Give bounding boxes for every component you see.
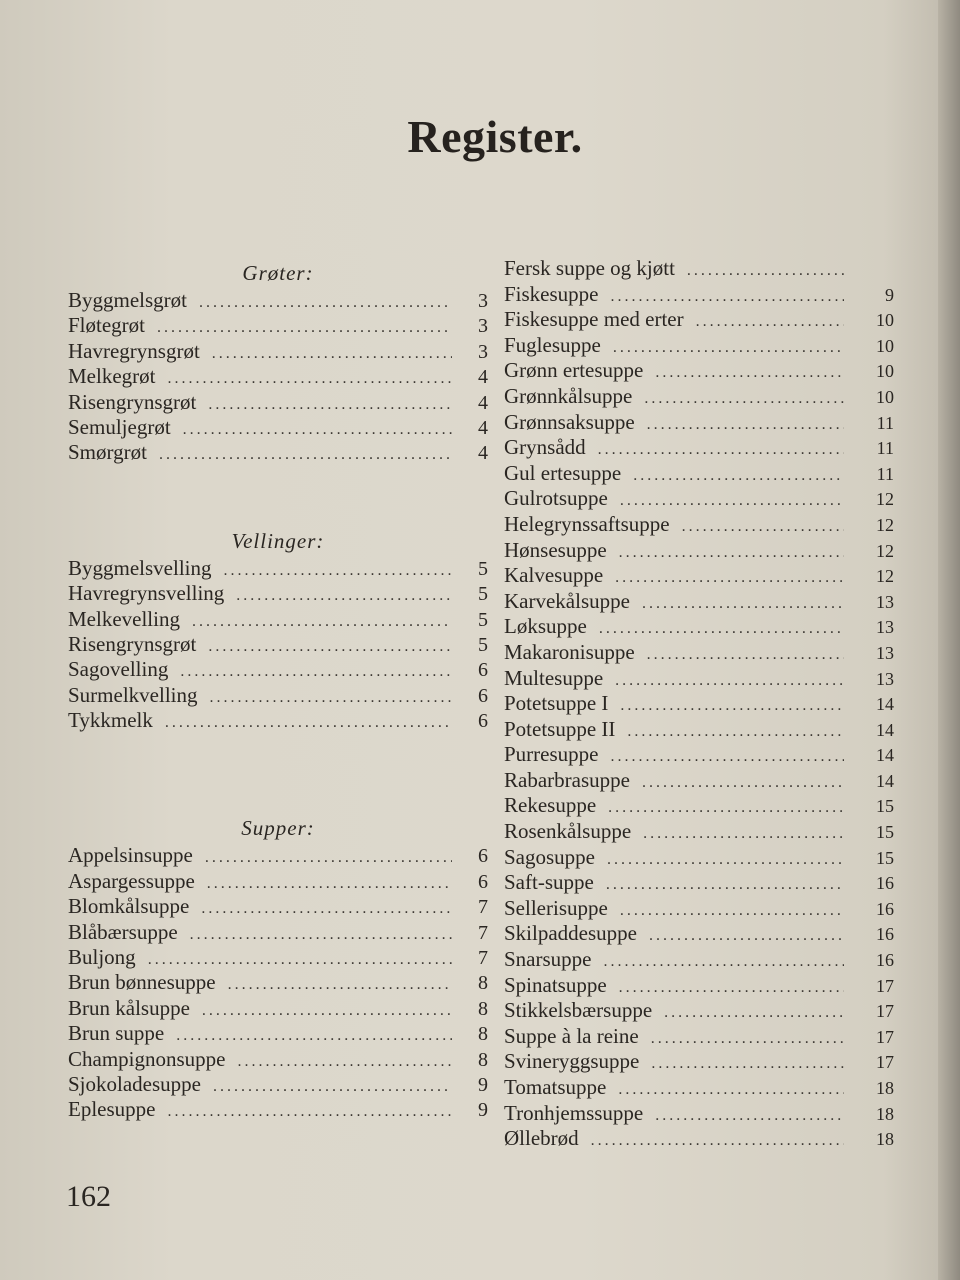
dot-leader: [180, 659, 452, 684]
index-entry: [504, 614, 894, 640]
index-entry: [504, 384, 894, 410]
entry-name: Champignonsuppe: [68, 1046, 226, 1071]
dot-leader: [190, 922, 452, 947]
entry-name: Fuglesuppe: [504, 332, 601, 357]
entry-page-number: 8: [478, 997, 488, 1020]
entry-page-number: 18: [876, 1078, 894, 1098]
entry-page-number: 10: [876, 335, 894, 356]
dot-leader: [647, 642, 844, 668]
entry-name: Tronhjemssuppe: [504, 1100, 644, 1125]
index-entry: [68, 657, 488, 682]
entry-page-number: 13: [876, 642, 894, 663]
entry-page-number: 14: [876, 694, 894, 715]
entry-page-number: 10: [876, 386, 894, 407]
entry-page-number: 16: [876, 924, 894, 945]
index-entry: [504, 307, 894, 333]
index-entry: [68, 708, 488, 733]
index-entry: [504, 896, 894, 922]
entry-name: Risengrynsgrøt: [68, 389, 197, 414]
entry-page-number: 14: [876, 745, 894, 766]
dot-leader: [620, 898, 844, 924]
dot-leader: [610, 744, 844, 770]
entry-name: Spinatsuppe: [504, 972, 607, 997]
index-entry: [504, 563, 894, 589]
dot-leader: [649, 923, 844, 949]
entry-name: Buljong: [68, 945, 136, 970]
entry-name: Makaronisuppe: [504, 639, 635, 664]
index-entry: [68, 288, 488, 313]
dot-leader: [664, 1000, 844, 1026]
dot-leader: [642, 770, 844, 796]
entry-page-number: 12: [876, 540, 894, 561]
page-number: 162: [66, 1180, 111, 1213]
index-entry: [504, 461, 894, 487]
index-entry: [68, 581, 488, 606]
index-entry: [68, 632, 488, 657]
entry-name: Løksuppe: [504, 614, 587, 639]
entry-name: Karvekålsuppe: [504, 588, 630, 613]
dot-leader: [642, 591, 844, 617]
entry-name: Gul ertesuppe: [504, 460, 622, 485]
dot-leader: [207, 871, 452, 896]
index-entry: [68, 869, 488, 894]
entry-name: Rosenkålsuppe: [504, 819, 632, 844]
entry-page-number: 3: [478, 315, 488, 338]
entry-name: Melkevelling: [68, 606, 180, 631]
entry-name: Grynsådd: [504, 435, 586, 460]
entry-name: Blomkålsuppe: [68, 894, 190, 919]
index-entry: [68, 894, 488, 919]
section-supper-continued: [504, 256, 894, 1152]
index-entry: [504, 691, 894, 717]
section-supper: [68, 843, 488, 1122]
entry-name: Rabarbrasuppe: [504, 767, 630, 792]
index-entry: [504, 256, 894, 282]
left-column: [68, 258, 488, 1123]
entry-name: Appelsinsuppe: [68, 843, 193, 868]
entry-name: Blåbærsuppe: [68, 919, 178, 944]
dot-leader: [687, 258, 844, 284]
entry-name: Havregrynsgrøt: [68, 338, 200, 363]
entry-name: Sagosuppe: [504, 844, 595, 869]
entry-page-number: 16: [876, 898, 894, 919]
entry-page-number: 6: [478, 845, 488, 868]
index-entry: [504, 589, 894, 615]
entry-page-number: 7: [478, 921, 488, 944]
dot-leader: [651, 1051, 844, 1077]
section-heading-supper: Supper:: [241, 816, 315, 841]
index-entry: [68, 556, 488, 581]
index-entry: [504, 410, 894, 436]
entry-page-number: 8: [478, 972, 488, 995]
dot-leader: [608, 795, 844, 821]
entry-page-number: 10: [876, 310, 894, 331]
entry-name: Skilpaddesuppe: [504, 921, 637, 946]
entry-name: Smørgrøt: [68, 440, 147, 465]
entry-name: Snarsuppe: [504, 947, 592, 972]
entry-name: Tykkmelk: [68, 708, 153, 733]
entry-name: Aspargessuppe: [68, 868, 195, 893]
entry-page-number: 14: [876, 719, 894, 740]
dot-leader: [613, 335, 844, 361]
right-column: [504, 256, 894, 1152]
dot-leader: [620, 488, 844, 514]
index-entry: [504, 538, 894, 564]
entry-name: Fiskesuppe: [504, 281, 599, 306]
dot-leader: [615, 565, 844, 591]
dot-leader: [192, 609, 452, 634]
index-entry: [504, 768, 894, 794]
entry-page-number: 3: [478, 340, 488, 363]
entry-name: Purresuppe: [504, 742, 599, 767]
entry-page-number: 18: [876, 1103, 894, 1124]
index-entry: [504, 1049, 894, 1075]
dot-leader: [176, 1023, 452, 1048]
index-entry: [504, 717, 894, 743]
entry-page-number: 15: [876, 847, 894, 868]
dot-leader: [599, 616, 844, 642]
dot-leader: [615, 668, 844, 694]
entry-page-number: 6: [478, 710, 488, 733]
entry-name: Kalvesuppe: [504, 563, 604, 588]
index-entry: [68, 390, 488, 415]
dot-leader: [618, 1077, 844, 1103]
section-vellinger: [68, 556, 488, 734]
section-heading-vellinger: Vellinger:: [231, 528, 325, 553]
index-entry: [504, 793, 894, 819]
section-gap: [68, 733, 488, 813]
index-entry: [504, 666, 894, 692]
index-entry: [504, 845, 894, 871]
dot-leader: [159, 442, 452, 467]
entry-page-number: 11: [876, 412, 894, 433]
index-entry: [504, 870, 894, 896]
entry-page-number: 13: [876, 617, 894, 638]
dot-leader: [611, 284, 845, 310]
entry-name: Fersk suppe og kjøtt: [504, 256, 675, 280]
index-entry: [504, 640, 894, 666]
index-entry: [68, 1047, 488, 1072]
entry-page-number: 17: [876, 975, 894, 996]
index-entry: [68, 364, 488, 389]
entry-name: Øllebrød: [504, 1126, 579, 1151]
index-entry: [68, 313, 488, 338]
dot-leader: [238, 1049, 453, 1074]
dot-leader: [682, 514, 844, 540]
entry-page-number: 4: [478, 416, 488, 439]
entry-page-number: 12: [876, 514, 894, 535]
dot-leader: [199, 290, 452, 315]
dot-leader: [643, 821, 844, 847]
entry-page-number: 5: [478, 583, 488, 606]
entry-name: Grønn ertesuppe: [504, 358, 644, 383]
section-groter: [68, 288, 488, 466]
index-entry: [68, 920, 488, 945]
entry-name: Potetsuppe II: [504, 716, 616, 741]
dot-leader: [604, 949, 845, 975]
index-entry: [504, 921, 894, 947]
dot-leader: [619, 975, 844, 1001]
entry-name: Hønsesuppe: [504, 537, 607, 562]
index-entry: [504, 947, 894, 973]
dot-leader: [591, 1128, 844, 1154]
dot-leader: [619, 540, 844, 566]
dot-leader: [208, 392, 452, 417]
dot-leader: [165, 710, 452, 735]
entry-page-number: 3: [478, 290, 488, 312]
dot-leader: [655, 1103, 844, 1129]
entry-page-number: 11: [876, 438, 894, 459]
index-entry: [504, 1075, 894, 1101]
dot-leader: [651, 1026, 844, 1052]
dot-leader: [208, 634, 452, 659]
dot-leader: [696, 309, 844, 335]
entry-page-number: 8: [478, 1023, 488, 1046]
index-entry: [504, 282, 894, 308]
dot-leader: [210, 685, 453, 710]
entry-page-number: 16: [876, 950, 894, 971]
index-entry: [68, 945, 488, 970]
dot-leader: [148, 947, 452, 972]
dot-leader: [606, 872, 844, 898]
entry-page-number: 11: [876, 463, 894, 484]
entry-page-number: 16: [876, 873, 894, 894]
dot-leader: [620, 693, 844, 719]
entry-name: Byggmelsgrøt: [68, 288, 187, 312]
dot-leader: [202, 998, 452, 1023]
index-entry: [68, 1072, 488, 1097]
dot-leader: [598, 437, 844, 463]
dot-leader: [224, 558, 453, 583]
entry-page-number: 5: [478, 557, 488, 580]
entry-name: Havregrynsvelling: [68, 581, 225, 606]
dot-leader: [633, 463, 844, 489]
index-entry: [68, 440, 488, 465]
entry-page-number: 12: [876, 489, 894, 510]
entry-page-number: 13: [876, 591, 894, 612]
dot-leader: [205, 845, 452, 870]
entry-page-number: 15: [876, 822, 894, 843]
entry-page-number: 14: [876, 770, 894, 791]
index-entry: [68, 415, 488, 440]
entry-page-number: 17: [876, 1052, 894, 1073]
entry-name: Sagovelling: [68, 657, 169, 682]
entry-page-number: 4: [478, 366, 488, 389]
dot-leader: [212, 341, 452, 366]
entry-page-number: 7: [478, 947, 488, 970]
entry-page-number: 9: [885, 284, 894, 305]
index-entry: [68, 996, 488, 1021]
entry-page-number: 5: [478, 608, 488, 631]
index-entry: [504, 998, 894, 1024]
entry-page-number: 5: [478, 633, 488, 656]
entry-page-number: 6: [478, 870, 488, 893]
index-entry: [504, 1101, 894, 1127]
entry-name: Multesuppe: [504, 665, 604, 690]
index-entry: [504, 358, 894, 384]
entry-name: Tomatsuppe: [504, 1075, 607, 1099]
entry-name: Potetsuppe I: [504, 691, 609, 716]
section-gap: [68, 466, 488, 526]
entry-page-number: 13: [876, 668, 894, 689]
entry-name: Helegrynssaftsuppe: [504, 511, 670, 536]
dot-leader: [644, 386, 844, 412]
dot-leader: [201, 896, 452, 921]
entry-name: Surmelkvelling: [68, 682, 198, 707]
dot-leader: [213, 1074, 452, 1099]
index-entry: [68, 970, 488, 995]
entry-page-number: 4: [478, 442, 488, 465]
entry-name: Gulrotsuppe: [504, 486, 608, 511]
index-entry: [504, 819, 894, 845]
dot-leader: [228, 972, 452, 997]
dot-leader: [627, 719, 844, 745]
dot-leader: [157, 315, 452, 340]
entry-name: Suppe à la reine: [504, 1023, 639, 1048]
index-entry: [68, 607, 488, 632]
page-title: Register.: [407, 111, 583, 162]
index-entry: [504, 1126, 894, 1152]
index-entry: [504, 973, 894, 999]
dot-leader: [236, 583, 452, 608]
entry-name: Brun bønnesuppe: [68, 970, 216, 995]
index-entry: [68, 683, 488, 708]
index-entry: [68, 1097, 488, 1122]
dot-leader: [655, 360, 844, 386]
entry-page-number: 4: [478, 391, 488, 414]
entry-page-number: 8: [478, 1048, 488, 1071]
index-entry: [68, 843, 488, 868]
entry-name: Eplesuppe: [68, 1097, 156, 1122]
entry-name: Fiskesuppe med erter: [504, 307, 684, 332]
entry-name: Fløtegrøt: [68, 313, 145, 338]
entry-page-number: 9: [478, 1073, 488, 1096]
entry-name: Rekesuppe: [504, 793, 597, 818]
index-entry: [504, 333, 894, 359]
index-entry: [504, 512, 894, 538]
entry-page-number: 18: [876, 1129, 894, 1150]
entry-name: Grønnkålsuppe: [504, 383, 633, 408]
dot-leader: [647, 412, 844, 438]
entry-page-number: 7: [478, 896, 488, 919]
index-entry: [68, 1021, 488, 1046]
entry-name: Risengrynsgrøt: [68, 631, 197, 656]
entry-page-number: 17: [876, 1026, 894, 1047]
page-edge: [938, 0, 960, 1280]
index-entry: [504, 1024, 894, 1050]
entry-page-number: 9: [478, 1099, 488, 1122]
index-entry: [68, 339, 488, 364]
entry-page-number: 6: [478, 659, 488, 682]
entry-name: Grønnsaksuppe: [504, 409, 635, 434]
entry-name: Semuljegrøt: [68, 414, 171, 439]
entry-page-number: 12: [876, 566, 894, 587]
entry-page-number: 6: [478, 684, 488, 707]
index-entry: [504, 486, 894, 512]
entry-page-number: 15: [876, 796, 894, 817]
dot-leader: [607, 847, 844, 873]
dot-leader: [183, 417, 452, 442]
entry-name: Melkegrøt: [68, 364, 156, 389]
entry-page-number: 10: [876, 361, 894, 382]
entry-name: Svineryggsuppe: [504, 1049, 640, 1074]
entry-name: Byggmelsvelling: [68, 555, 212, 580]
entry-name: Brun kålsuppe: [68, 995, 190, 1020]
entry-name: Brun suppe: [68, 1021, 165, 1046]
dot-leader: [167, 1099, 452, 1124]
section-heading-groter: Grøter:: [242, 261, 314, 285]
entry-name: Saft-suppe: [504, 870, 594, 895]
dot-leader: [167, 366, 452, 391]
entry-page-number: 17: [876, 1001, 894, 1022]
entry-name: Sjokoladesuppe: [68, 1071, 201, 1096]
index-entry: [504, 435, 894, 461]
entry-name: Sellerisuppe: [504, 895, 608, 920]
entry-name: Stikkelsbærsuppe: [504, 998, 653, 1023]
index-entry: [504, 742, 894, 768]
